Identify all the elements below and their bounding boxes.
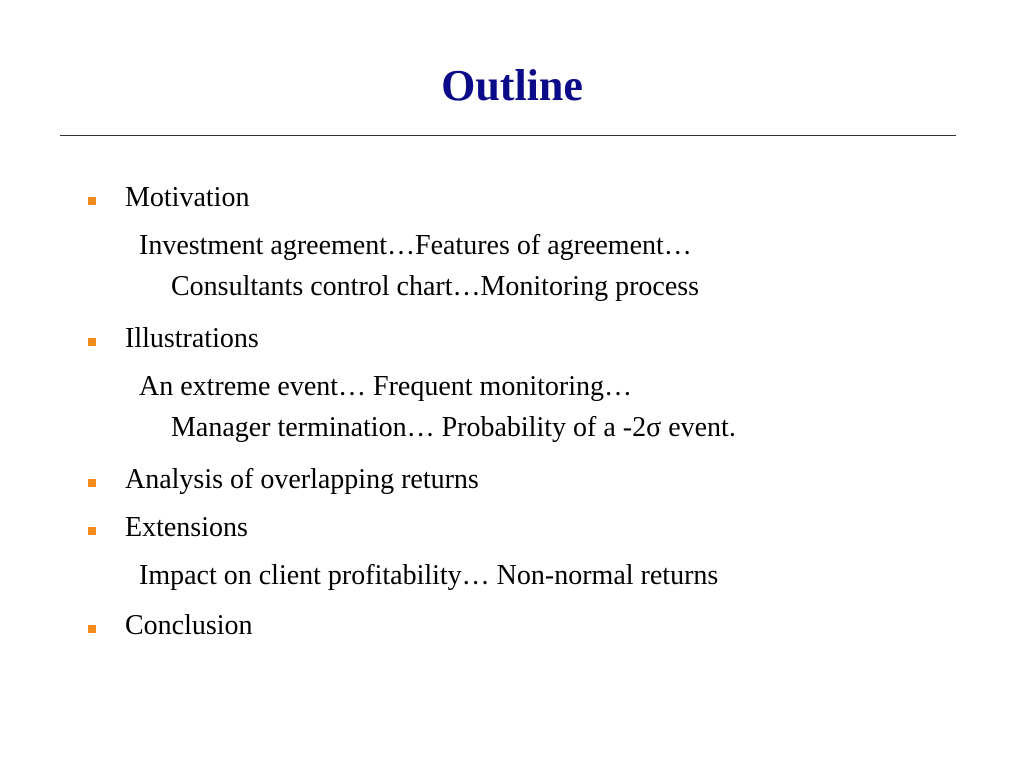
list-item bbox=[0, 319, 1024, 367]
bullet-label: Extensions bbox=[125, 512, 248, 543]
sub-item-line: Impact on client profitability… Non-normal returns bbox=[139, 560, 719, 591]
slide-title: Outline bbox=[441, 61, 583, 110]
list-item bbox=[0, 460, 1024, 508]
square-bullet-icon bbox=[88, 479, 96, 487]
title-divider bbox=[60, 135, 956, 136]
sub-item-line: Consultants control chart…Monitoring process bbox=[171, 271, 700, 302]
bullet-label: Conclusion bbox=[125, 610, 253, 641]
bullet-label: Illustrations bbox=[125, 323, 259, 354]
square-bullet-icon bbox=[88, 527, 96, 535]
sub-item bbox=[0, 226, 1024, 319]
list-item bbox=[0, 606, 1024, 654]
square-bullet-icon bbox=[88, 197, 96, 205]
bullet-label: Analysis of overlapping returns bbox=[125, 464, 479, 495]
sub-item-line: An extreme event… Frequent monitoring… bbox=[139, 371, 632, 402]
square-bullet-icon bbox=[88, 338, 96, 346]
square-bullet-icon bbox=[88, 625, 96, 633]
outline-list bbox=[0, 178, 1024, 654]
sub-item bbox=[0, 367, 1024, 460]
list-item bbox=[0, 508, 1024, 556]
bullet-label: Motivation bbox=[125, 182, 250, 213]
sub-item-line: Investment agreement…Features of agreement… bbox=[139, 230, 692, 261]
sub-item-line: Manager termination… Probability of a -2σ event. bbox=[171, 412, 736, 443]
sub-item bbox=[0, 556, 1024, 606]
list-item bbox=[0, 178, 1024, 226]
